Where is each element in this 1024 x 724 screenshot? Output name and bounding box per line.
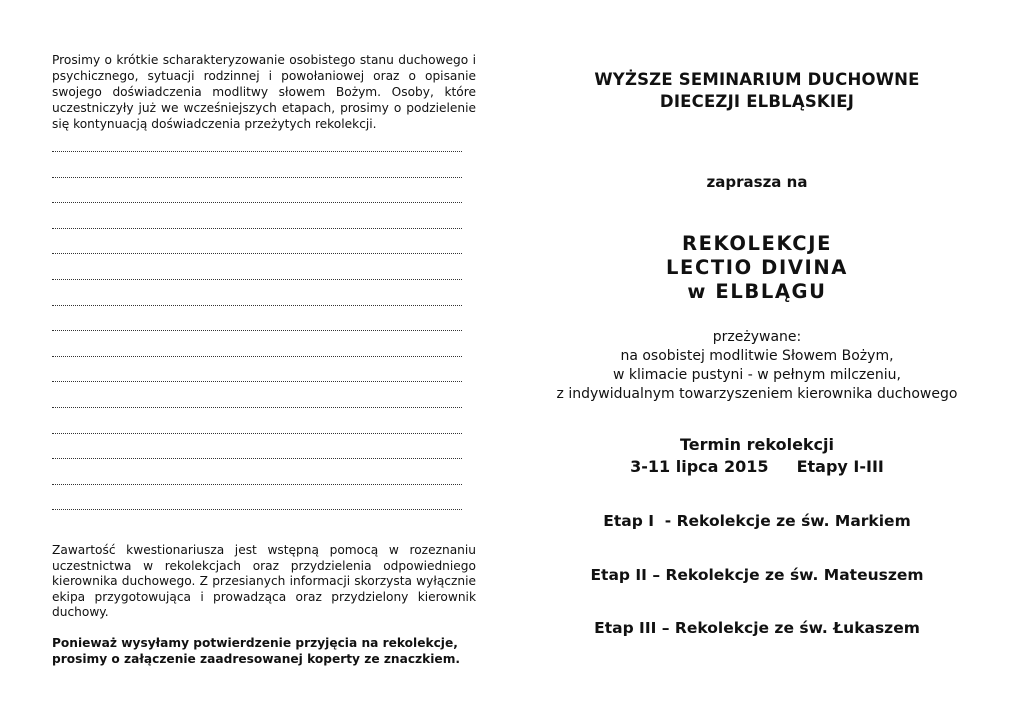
answer-line[interactable] bbox=[52, 228, 462, 229]
answer-line[interactable] bbox=[52, 151, 462, 152]
retreat-description-line-1: przeżywane: bbox=[712, 329, 802, 345]
answer-line[interactable] bbox=[52, 177, 462, 178]
answer-line[interactable] bbox=[52, 330, 462, 331]
retreat-description-line-2: na osobistej modlitwie Słowem Bożym, bbox=[620, 348, 894, 364]
seminary-title-line-1: WYŻSZE SEMINARIUM DUCHOWNE bbox=[594, 70, 920, 89]
retreat-description-line-4: z indywidualnym towarzyszeniem kierownika duchowego bbox=[556, 386, 958, 402]
answer-line[interactable] bbox=[52, 407, 462, 408]
term-title: Termin rekolekcji bbox=[679, 435, 835, 454]
stage-2-line: Etap II – Rekolekcje ze św. Mateuszem bbox=[590, 566, 924, 584]
retreat-description bbox=[542, 328, 972, 404]
envelope-notice-line-2: prosimy o załączenie zaadresowanej koperty ze znaczkiem. bbox=[52, 651, 461, 666]
answer-line[interactable] bbox=[52, 356, 462, 357]
seminary-title-line-2: DIECEZJI ELBLĄSKIEJ bbox=[659, 92, 855, 111]
answer-line[interactable] bbox=[52, 253, 462, 254]
answer-line[interactable] bbox=[52, 202, 462, 203]
term-date-row bbox=[542, 456, 972, 478]
seminary-title bbox=[542, 69, 972, 113]
retreat-title-line-1: REKOLEKCJE bbox=[681, 232, 832, 255]
answer-line[interactable] bbox=[52, 433, 462, 434]
questionnaire-column bbox=[52, 52, 476, 666]
answer-line[interactable] bbox=[52, 509, 462, 510]
stage-3-line: Etap III – Rekolekcje ze św. Łukaszem bbox=[594, 619, 920, 637]
answer-line[interactable] bbox=[52, 458, 462, 459]
answer-line[interactable] bbox=[52, 305, 462, 306]
retreat-term bbox=[542, 434, 972, 478]
retreat-title-line-2: LECTIO DIVINA bbox=[666, 256, 848, 279]
envelope-notice bbox=[52, 636, 476, 667]
answer-line[interactable] bbox=[52, 279, 462, 280]
retreat-description-line-3: w klimacie pustyni - w pełnym milczeniu, bbox=[613, 367, 901, 383]
term-stages: Etapy I-III bbox=[796, 457, 884, 476]
questionnaire-instructions: Prosimy o krótkie scharakteryzowanie osobistego stanu duchowego i psychicznego, sytuacji rodzinnej i powołaniowej oraz o opisanie swojego doświadczenia modlitwy słowem Bożym. Osoby, które uczestniczyły już we wcześniejszych etapach, prosimy o podzielenie się kontynuacją doświadczenia przeżytych rekolekcji. bbox=[52, 53, 476, 131]
retreat-title-line-3: w ELBLĄGU bbox=[687, 280, 827, 303]
answer-lines bbox=[52, 151, 462, 535]
stage-1-line: Etap I - Rekolekcje ze św. Markiem bbox=[603, 512, 911, 530]
term-date: 3-11 lipca 2015 bbox=[630, 457, 769, 476]
questionnaire-note: Zawartość kwestionariusza jest wstępną pomocą w rozeznaniu uczestnictwa w rekolekcjach oraz przydzielenia odpowiedniego kierownika duchowego. Z przesianych informacji skorzysta wyłącznie ekipa przygotowująca i prowadząca oraz przydzielony kierownik duchowy. bbox=[52, 543, 476, 619]
answer-line[interactable] bbox=[52, 484, 462, 485]
envelope-notice-line-1: Ponieważ wysyłamy potwierdzenie przyjęcia na rekolekcje, bbox=[52, 636, 458, 650]
retreat-title bbox=[542, 232, 972, 304]
invite-text: zaprasza na bbox=[706, 173, 808, 191]
answer-line[interactable] bbox=[52, 381, 462, 382]
